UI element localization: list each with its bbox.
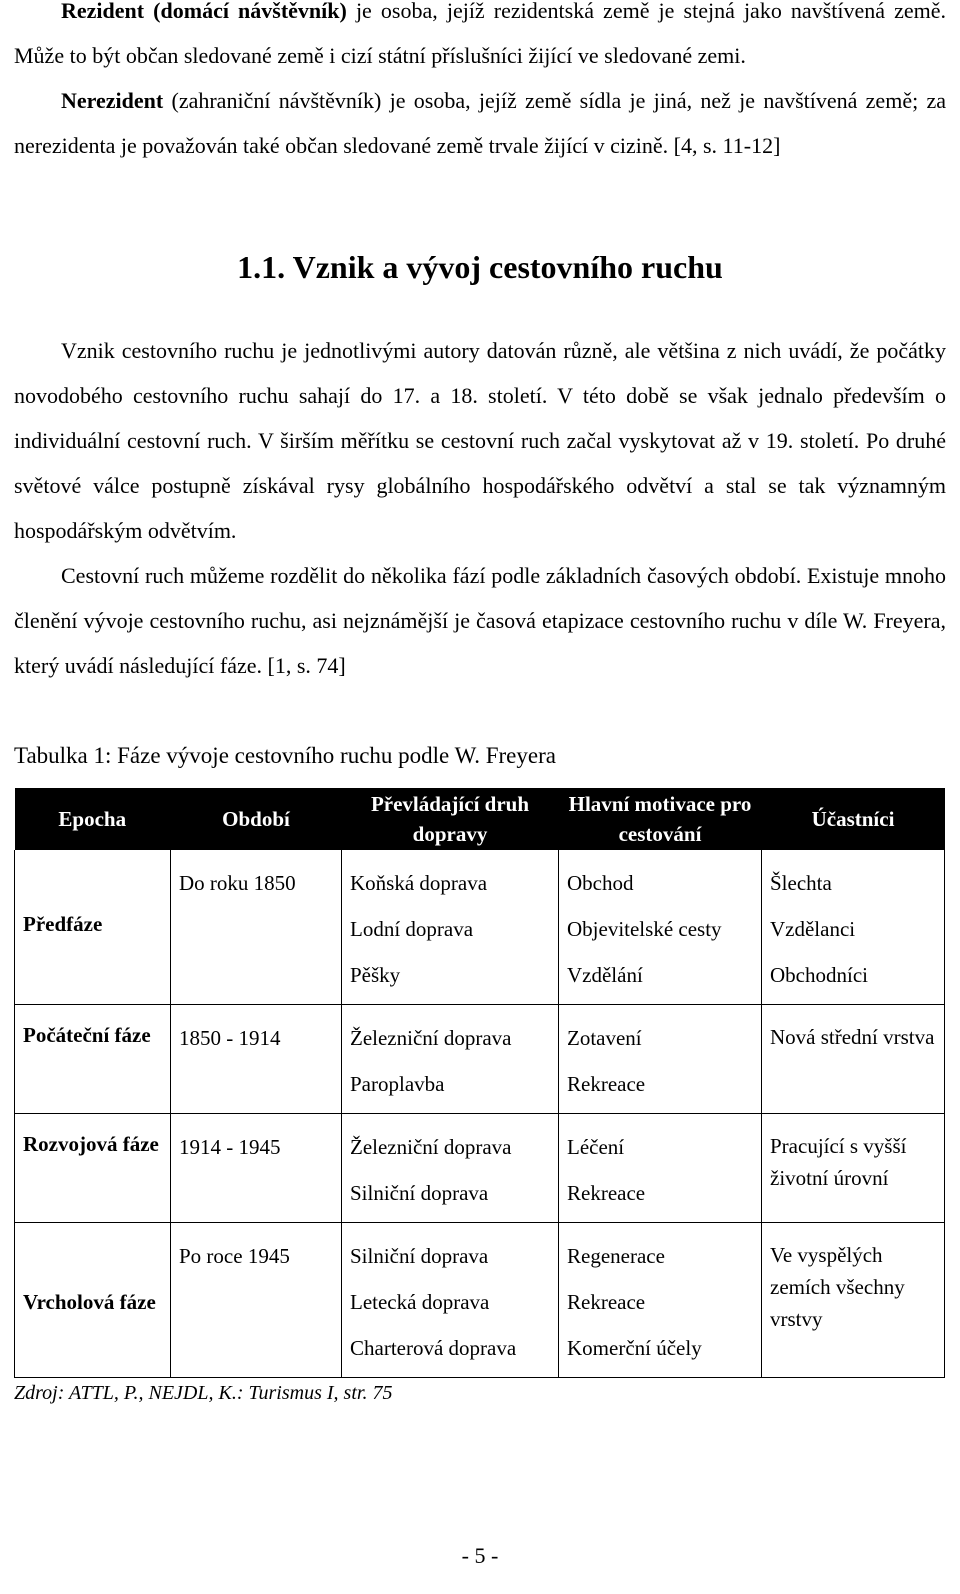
motivation-item: Objevitelské cesty bbox=[567, 917, 722, 941]
transport-cell bbox=[342, 850, 559, 1005]
paragraph-nonresident bbox=[14, 78, 946, 168]
participant-item: Ve vyspělých zemích všechny vrstvy bbox=[770, 1243, 905, 1331]
section-heading-wrap bbox=[14, 168, 946, 318]
period-cell: 1914 - 1945 bbox=[171, 1114, 342, 1223]
epoch-cell: Počáteční fáze bbox=[15, 1005, 171, 1114]
header-period: Období bbox=[171, 788, 342, 850]
transport-item: Železniční doprava bbox=[350, 1026, 512, 1050]
paragraph-phases-intro: Cestovní ruch můžeme rozdělit do několika fází podle základních časových období. Existuje mnoho členění vývoje cestovního ruchu, asi nejznámější je časová etapizace cestovního ruchu v díle W. Freyera, který uvádí následující fáze. [1, s. 74] bbox=[14, 563, 946, 678]
table-row bbox=[15, 1005, 945, 1114]
transport-item: Koňská doprava bbox=[350, 871, 488, 895]
participants-cell bbox=[762, 1223, 945, 1378]
transport-item: Paroplavba bbox=[350, 1072, 445, 1096]
participant-item: Vzdělanci bbox=[770, 917, 856, 941]
epoch-cell: Vrcholová fáze bbox=[15, 1223, 171, 1378]
motivation-item: Regenerace bbox=[567, 1244, 665, 1268]
transport-cell bbox=[342, 1114, 559, 1223]
transport-item: Letecká doprava bbox=[350, 1290, 490, 1314]
term-nonresident: Nerezident bbox=[61, 88, 164, 113]
table-source: Zdroj: ATTL, P., NEJDL, K.: Turismus I, str. 75 bbox=[14, 1382, 393, 1404]
table-row bbox=[15, 850, 945, 1005]
header-transport: Převládající druh dopravy bbox=[342, 788, 559, 850]
section-heading: 1.1. Vznik a vývoj cestovního ruchu bbox=[237, 249, 723, 285]
motivation-item: Obchod bbox=[567, 871, 634, 895]
epoch-cell: Předfáze bbox=[15, 850, 171, 1005]
participant-item: Nová střední vrstva bbox=[770, 1025, 935, 1049]
table-row bbox=[15, 1223, 945, 1378]
motivation-cell bbox=[559, 1223, 762, 1378]
transport-item: Silniční doprava bbox=[350, 1244, 489, 1268]
participants-cell bbox=[762, 1114, 945, 1223]
transport-item: Silniční doprava bbox=[350, 1181, 489, 1205]
table-header-row bbox=[15, 788, 945, 850]
motivation-item: Rekreace bbox=[567, 1290, 646, 1314]
transport-cell bbox=[342, 1005, 559, 1114]
period-cell: Po roce 1945 bbox=[171, 1223, 342, 1378]
transport-item: Pěšky bbox=[350, 963, 401, 987]
term-resident: Rezident (domácí návštěvník) bbox=[61, 0, 347, 23]
participant-item: Pracující s vyšší životní úrovní bbox=[770, 1134, 907, 1190]
phases-table bbox=[14, 788, 945, 1378]
participant-item: Šlechta bbox=[770, 871, 832, 895]
paragraph-origin: Vznik cestovního ruchu je jednotlivými autory datován různě, ale většina z nich uvádí, že počátky novodobého cestovního ruchu sahají do 17. a 18. století. V této době se však jednalo především o individuální cestovní ruch. V širším měřítku se cestovní ruch začal vyskytovat až v 19. století. Po druhé světové válce postupně získával rysy globálního hospodářského odvětví a stal se tak významným hospodářským odvětvím. bbox=[14, 338, 946, 543]
period-cell: Do roku 1850 bbox=[171, 850, 342, 1005]
motivation-cell bbox=[559, 1114, 762, 1223]
transport-cell bbox=[342, 1223, 559, 1378]
header-epoch: Epocha bbox=[15, 788, 171, 850]
motivation-cell bbox=[559, 850, 762, 1005]
table-row bbox=[15, 1114, 945, 1223]
motivation-item: Rekreace bbox=[567, 1072, 646, 1096]
motivation-item: Léčení bbox=[567, 1135, 625, 1159]
motivation-item: Rekreace bbox=[567, 1181, 646, 1205]
motivation-item: Zotavení bbox=[567, 1026, 642, 1050]
participant-item: Obchodníci bbox=[770, 963, 868, 987]
participants-cell bbox=[762, 850, 945, 1005]
header-participants: Účastníci bbox=[762, 788, 945, 850]
motivation-item: Komerční účely bbox=[567, 1336, 702, 1360]
motivation-cell bbox=[559, 1005, 762, 1114]
table-caption: Tabulka 1: Fáze vývoje cestovního ruchu podle W. Freyera bbox=[14, 743, 556, 768]
transport-item: Charterová doprava bbox=[350, 1336, 517, 1360]
text-resident-definition: je osoba, jejíž rezidentská země je stejná jako navštívená země. Může to být občan sledované země i cizí státní příslušníci žijící ve sledované zemi. bbox=[14, 0, 946, 68]
motivation-item: Vzdělání bbox=[567, 963, 643, 987]
page-number: - 5 - bbox=[461, 1543, 499, 1568]
text-nonresident-definition: (zahraniční návštěvník) je osoba, jejíž země sídla je jiná, než je navštívená země; za nerezidenta je považován také občan sledované země trvale žijící v cizině. [4, s. 11-12] bbox=[14, 88, 946, 158]
epoch-cell: Rozvojová fáze bbox=[15, 1114, 171, 1223]
paragraph-resident bbox=[14, 0, 946, 78]
document-page bbox=[14, 0, 946, 1405]
transport-item: Lodní doprava bbox=[350, 917, 474, 941]
transport-item: Železniční doprava bbox=[350, 1135, 512, 1159]
header-motivation: Hlavní motivace pro cestování bbox=[559, 788, 762, 850]
participants-cell bbox=[762, 1005, 945, 1114]
period-cell: 1850 - 1914 bbox=[171, 1005, 342, 1114]
